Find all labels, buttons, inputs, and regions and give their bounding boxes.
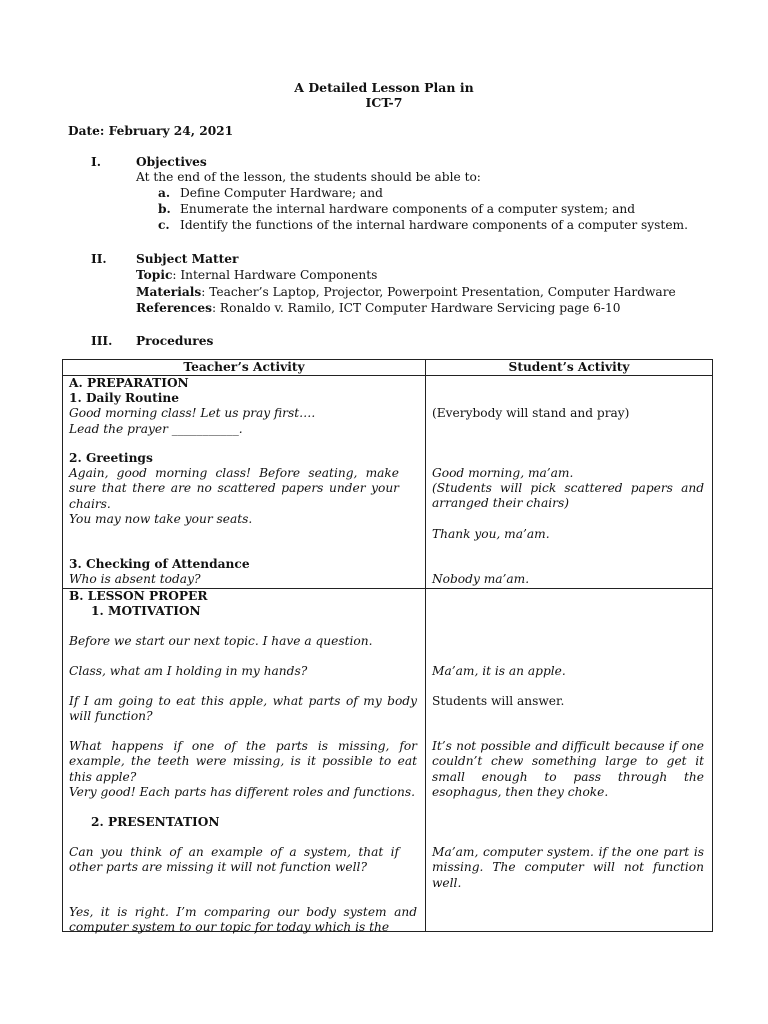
objective-letter: c. (158, 218, 170, 232)
preparation-student-cell (426, 376, 713, 589)
lesson-student-cell (426, 589, 713, 932)
title-line-1: A Detailed Lesson Plan in (294, 80, 474, 95)
routine-teacher-line-2: Lead the prayer ___________. (69, 422, 243, 437)
preparation-heading: A. PREPARATION (69, 376, 189, 391)
document-title (0, 80, 768, 110)
activity-table (62, 359, 713, 935)
daily-routine-heading: 1. Daily Routine (69, 391, 180, 406)
objective-letter: b. (158, 202, 171, 216)
subject-heading: Subject Matter (136, 252, 239, 266)
topic-value: : Internal Hardware Components (172, 268, 378, 282)
topic-label: Topic (136, 268, 173, 282)
routine-student-line: (Everybody will stand and pray) (432, 406, 630, 421)
presentation-teacher-line-2: Yes, it is right. I’m comparing our body system and computer system to our topic for today which is the (69, 905, 417, 935)
student-activity-header: Student’s Activity (426, 360, 713, 376)
presentation-student-line-1: Ma’am, computer system. if the one part is missing. The computer will not function well. (432, 845, 704, 890)
materials-label: Materials (136, 285, 202, 299)
subject-numeral: II. (91, 252, 107, 266)
motivation-teacher-line-4: What happens if one of the parts is missing, for example, the teeth were missing, is it possible to eat this apple? (69, 739, 417, 784)
greetings-student-line-3: Thank you, ma’am. (432, 527, 550, 542)
objective-item (158, 218, 688, 233)
references-label: References (136, 301, 212, 315)
motivation-heading: 1. MOTIVATION (91, 604, 201, 619)
motivation-teacher-line-1: Before we start our next topic. I have a question. (69, 634, 373, 649)
procedures-numeral: III. (91, 334, 113, 348)
attendance-student-line: Nobody ma’am. (432, 572, 530, 587)
motivation-student-line-2: Ma’am, it is an apple. (432, 664, 566, 679)
presentation-teacher-line-1: Can you think of an example of a system, that if other parts are missing it will not function well? (69, 845, 399, 875)
motivation-teacher-line-3: If I am going to eat this apple, what parts of my body will function? (69, 694, 417, 724)
motivation-student-line-4: It’s not possible and difficult because if one couldn’t chew something large to get it small enough to pass through the esophagus, then they choke. (432, 739, 704, 799)
attendance-teacher-line: Who is absent today? (69, 572, 201, 587)
greetings-student-line-2: (Students will pick scattered papers and arranged their chairs) (432, 481, 704, 511)
materials-line (136, 285, 676, 300)
materials-value: : Teacher’s Laptop, Projector, Powerpoint Presentation, Computer Hardware (201, 285, 676, 299)
objective-letter: a. (158, 186, 171, 200)
greetings-teacher-line-1: Again, good morning class! Before seating, make sure that there are no scattered papers under your chairs. (69, 466, 399, 511)
preparation-teacher-cell (63, 376, 426, 589)
objectives-heading: Objectives (136, 155, 207, 169)
objective-item (158, 186, 383, 201)
objectives-intro: At the end of the lesson, the students should be able to: (136, 170, 481, 184)
motivation-teacher-line-5: Very good! Each parts has different roles and functions. (69, 785, 415, 800)
objective-text: Identify the functions of the internal hardware components of a computer system. (180, 218, 688, 232)
greetings-heading: 2. Greetings (69, 451, 153, 466)
references-line (136, 301, 621, 316)
attendance-heading: 3. Checking of Attendance (69, 557, 250, 572)
routine-teacher-line-1: Good morning class! Let us pray first…. (69, 406, 316, 421)
objectives-numeral: I. (91, 155, 101, 169)
objective-item (158, 202, 635, 217)
procedures-heading: Procedures (136, 334, 214, 348)
references-value: : Ronaldo v. Ramilo, ICT Computer Hardware Servicing page 6-10 (211, 301, 621, 315)
topic-line (136, 268, 377, 283)
title-line-2: ICT-7 (365, 95, 403, 110)
teacher-activity-header: Teacher’s Activity (63, 360, 426, 376)
lesson-teacher-cell (63, 589, 426, 935)
objective-text: Define Computer Hardware; and (180, 186, 383, 200)
objective-text: Enumerate the internal hardware components of a computer system; and (180, 202, 635, 216)
lesson-date: Date: February 24, 2021 (68, 124, 234, 138)
motivation-teacher-line-2: Class, what am I holding in my hands? (69, 664, 308, 679)
lesson-proper-heading: B. LESSON PROPER (69, 589, 208, 604)
presentation-heading: 2. PRESENTATION (91, 815, 220, 830)
greetings-teacher-line-2: You may now take your seats. (69, 512, 253, 527)
motivation-student-line-3: Students will answer. (432, 694, 565, 709)
greetings-student-line-1: Good morning, ma’am. (432, 466, 574, 481)
